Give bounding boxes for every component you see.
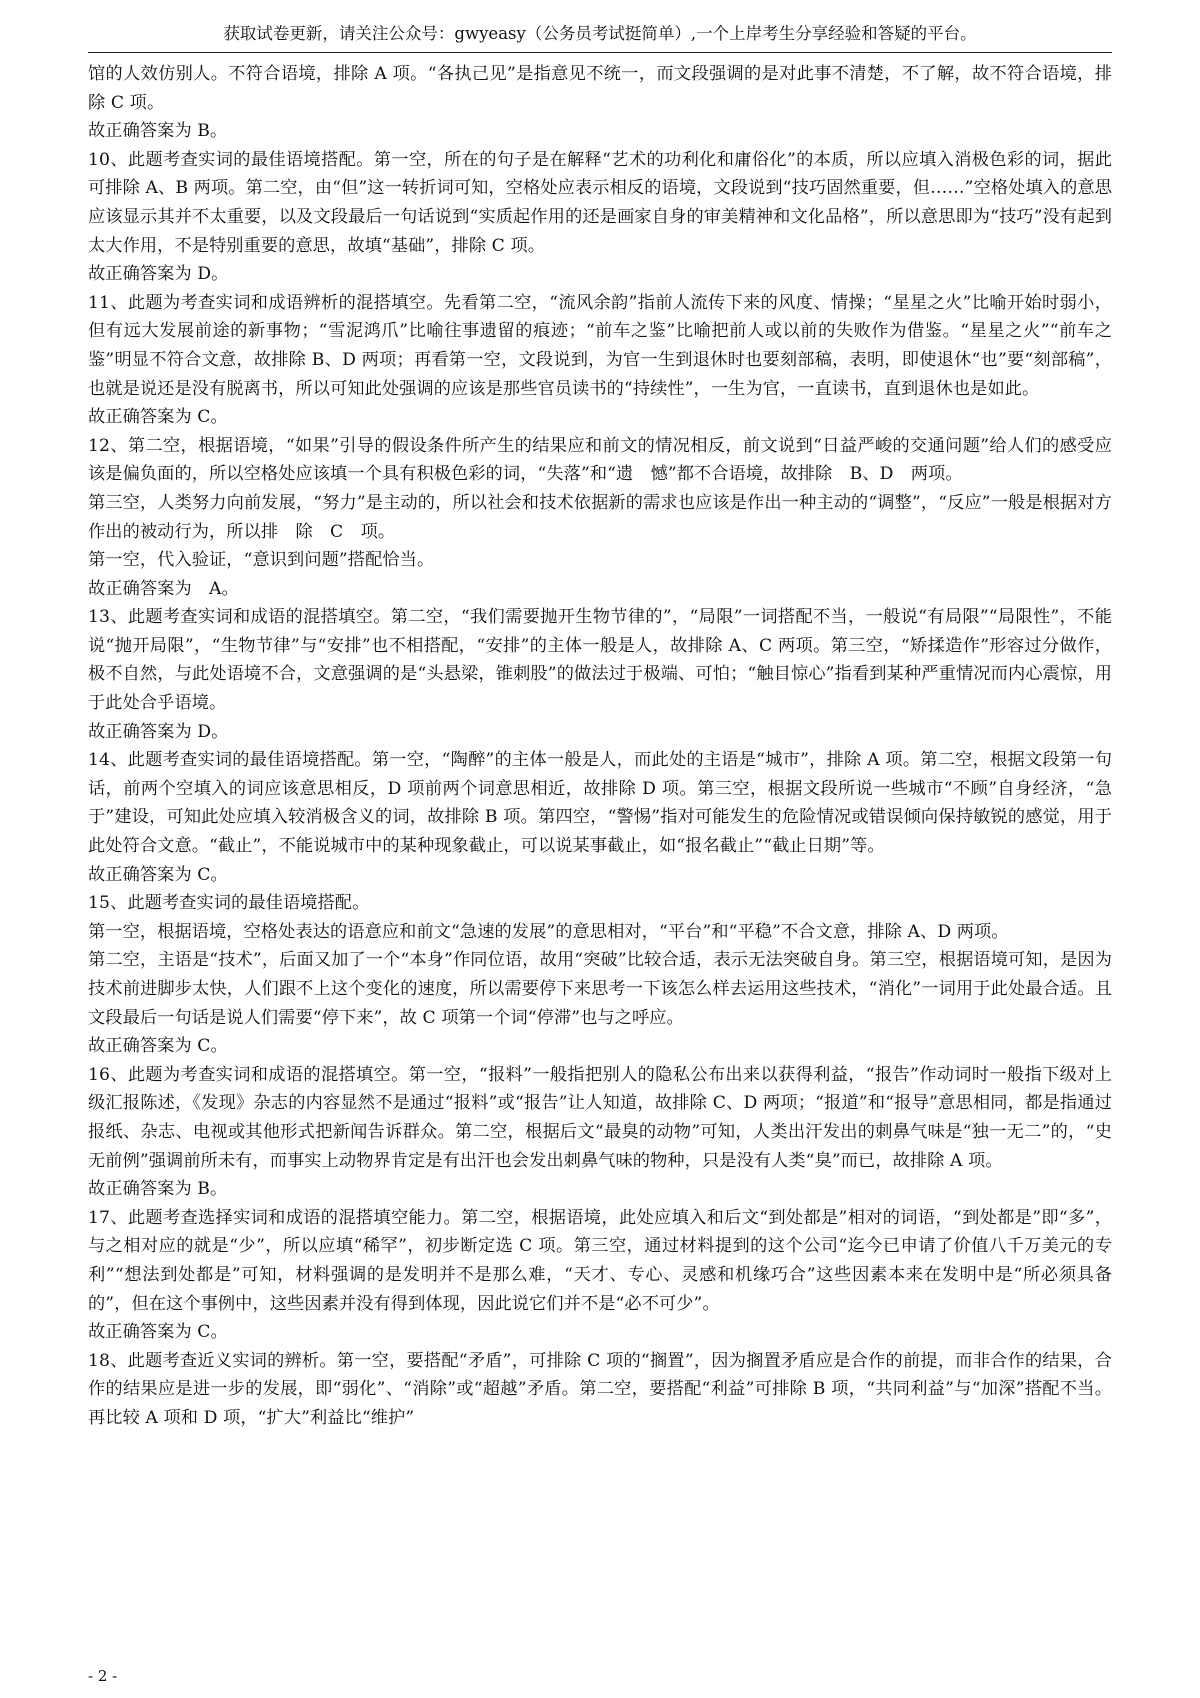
paragraph: 16、此题为考查实词和成语的混搭填空。第一空，“报料”一般指把别人的隐私公布出来以获得利益，“报告”作动词时一般指下级对上级汇报陈述，《发现》杂志的内容显然不是通过“报料”或“报告”让人知道，故排除 C、D 两项；“报道”和“报导”意思相同，都是指通过报纸、杂志、电视或其他形式把新闻告诉群众。第二空，根据后文“最臭的动物”可知，人类出汗发出的刺鼻气味是“独一无二”的，“史无前例”强调前所未有，而事实上动物界肯定是有出汗也会发出刺鼻气味的物种，只是没有人类“臭”而已，故排除 A 项。 xyxy=(88,1064,1112,1171)
answer-line: 故正确答案为 D。 xyxy=(88,264,229,285)
page-number: - 2 - xyxy=(88,1667,118,1685)
paragraph: 18、此题考查近义实词的辨析。第一空，要搭配“矛盾”，可排除 C 项的“搁置”，因为搁置矛盾应是合作的前提，而非合作的结果，合作的结果应是进一步的发展，即“弱化”、“消除”或“超越”矛盾。第二空，要搭配“利益”可排除 B 项，“共同利益”与“加深”搭配不当。再比较 A 项和 D 项，“扩大”利益比“维护” xyxy=(88,1350,1112,1428)
paragraph: 第三空，人类努力向前发展，“努力”是主动的，所以社会和技术依据新的需求也应该是作出一种主动的“调整”，“反应”一般是根据对方作出的被动行为，所以排 除 C 项。 xyxy=(88,492,1112,542)
paragraph: 10、此题考查实词的最佳语境搭配。第一空，所在的句子是在解释“艺术的功利化和庸俗化”的本质，所以应填入消极色彩的词，据此可排除 A、B 两项。第二空，由“但”这一转折词可知，空格处应表示相反的语境，文段说到“技巧固然重要，但……”空格处填入的意思应该显示其并不太重要，以及文段最后一句话说到“实质起作用的还是画家自身的审美精神和文化品格”，所以意思即为“技巧”没有起到太大作用，不是特别重要的意思，故填“基础”，排除 C 项。 xyxy=(88,149,1112,256)
paragraph: 第一空，根据语境，空格处表达的语意应和前文“急速的发展”的意思相对，“平台”和“平稳”不合文意，排除 A、D 两项。 xyxy=(88,921,1009,942)
answer-line: 故正确答案为 D。 xyxy=(88,721,229,742)
answer-line: 故正确答案为 B。 xyxy=(88,121,228,142)
paragraph: 14、此题考查实词的最佳语境搭配。第一空，“陶醉”的主体一般是人，而此处的主语是“城市”，排除 A 项。第二空，根据文段第一句话，前两个空填入的词应该意思相反，D 项前两个词意思相近，故排除 D 项。第三空，根据文段所说一些城市“不顾”自身经济，“急于”建设，可知此处应填入较消极含义的词，故排除 B 项。第四空，“警惕”指对可能发生的危险情况或错误倾向保持敏锐的感觉，用于此处符合文意。“截止”，不能说城市中的某种现象截止，可以说某事截止，如“报名截止”“截止日期”等。 xyxy=(88,750,1112,857)
page-header: 获取试卷更新，请关注公众号：gwyeasy（公务员考试挺简单）,一个上岸考生分享经验和答疑的平台。 xyxy=(88,22,1112,53)
paragraph: 15、此题考查实词的最佳语境搭配。 xyxy=(88,893,370,914)
answer-line: 故正确答案为 C。 xyxy=(88,407,228,428)
answer-line: 故正确答案为 B。 xyxy=(88,1179,228,1200)
paragraph: 11、此题为考查实词和成语辨析的混搭填空。先看第二空，“流风余韵”指前人流传下来的风度、情操；“星星之火”比喻开始时弱小，但有远大发展前途的新事物；“雪泥鸿爪”比喻往事遗留的痕迹；“前车之鉴”比喻把前人或以前的失败作为借鉴。“星星之火”“前车之鉴”明显不符合文意，故排除 B、D 两项；再看第一空，文段说到，为官一生到退休时也要刻部稿，表明，即使退休“也”要“刻部稿”，也就是说还是没有脱离书，所以可知此处强调的应该是那些官员读书的“持续性”，一生为官，一直读书，直到退休也是如此。 xyxy=(88,292,1112,399)
answer-line: 故正确答案为 C。 xyxy=(88,1322,228,1343)
paragraph: 第一空，代入验证，“意识到问题”搭配恰当。 xyxy=(88,550,435,571)
answer-line: 故正确答案为 C。 xyxy=(88,864,228,885)
paragraph: 13、此题考查实词和成语的混搭填空。第二空，“我们需要抛开生物节律的”，“局限”一词搭配不当，一般说“有局限”“局限性”，不能说“抛开局限”，“生物节律”与“安排”也不相搭配，“安排”的主体一般是人，故排除 A、C 两项。第三空，“矫揉造作”形容过分做作，极不自然，与此处语境不合，文意强调的是“头悬梁，锥刺股”的做法过于极端、可怕；“触目惊心”指看到某种严重情况而内心震惊，用于此处合乎语境。 xyxy=(88,607,1112,714)
answer-line: 故正确答案为 A。 xyxy=(88,578,239,599)
answer-explanations xyxy=(88,60,1112,1433)
paragraph: 第二空，主语是“技术”，后面又加了一个“本身”作同位语，故用“突破”比较合适，表示无法突破自身。第三空，根据语境可知，是因为技术前进脚步太快，人们跟不上这个变化的速度，所以需要停下来思考一下该怎么样去运用这些技术，“消化”一词用于此处最合适。且文段最后一句话是说人们需要“停下来”，故 C 项第一个词“停滞”也与之呼应。 xyxy=(88,950,1112,1028)
paragraph: 12、第二空，根据语境，“如果”引导的假设条件所产生的结果应和前文的情况相反，前文说到“日益严峻的交通问题”给人们的感受应该是偏负面的，所以空格处应该填一个具有积极色彩的词，“失落”和“遗 憾”都不合语境，故排除 B、D 两项。 xyxy=(88,435,1112,485)
paragraph: 17、此题考查选择实词和成语的混搭填空能力。第二空，根据语境，此处应填入和后文“到处都是”相对的词语，“到处都是”即“多”，与之相对应的就是“少”，所以应填“稀罕”，初步断定选 C 项。第三空，通过材料提到的这个公司“迄今已申请了价值八千万美元的专利”“想法到处都是”可知，材料强调的是发明并不是那么难，“天才、专心、灵感和机缘巧合”这些因素本来在发明中是“所必须具备的”，但在这个事例中，这些因素并没有得到体现，因此说它们并不是“必不可少”。 xyxy=(88,1207,1112,1314)
answer-line: 故正确答案为 C。 xyxy=(88,1036,228,1057)
paragraph: 馆的人效仿别人。不符合语境，排除 A 项。“各执己见”是指意见不统一，而文段强调的是对此事不清楚，不了解，故不符合语境，排除 C 项。 xyxy=(88,64,1112,113)
